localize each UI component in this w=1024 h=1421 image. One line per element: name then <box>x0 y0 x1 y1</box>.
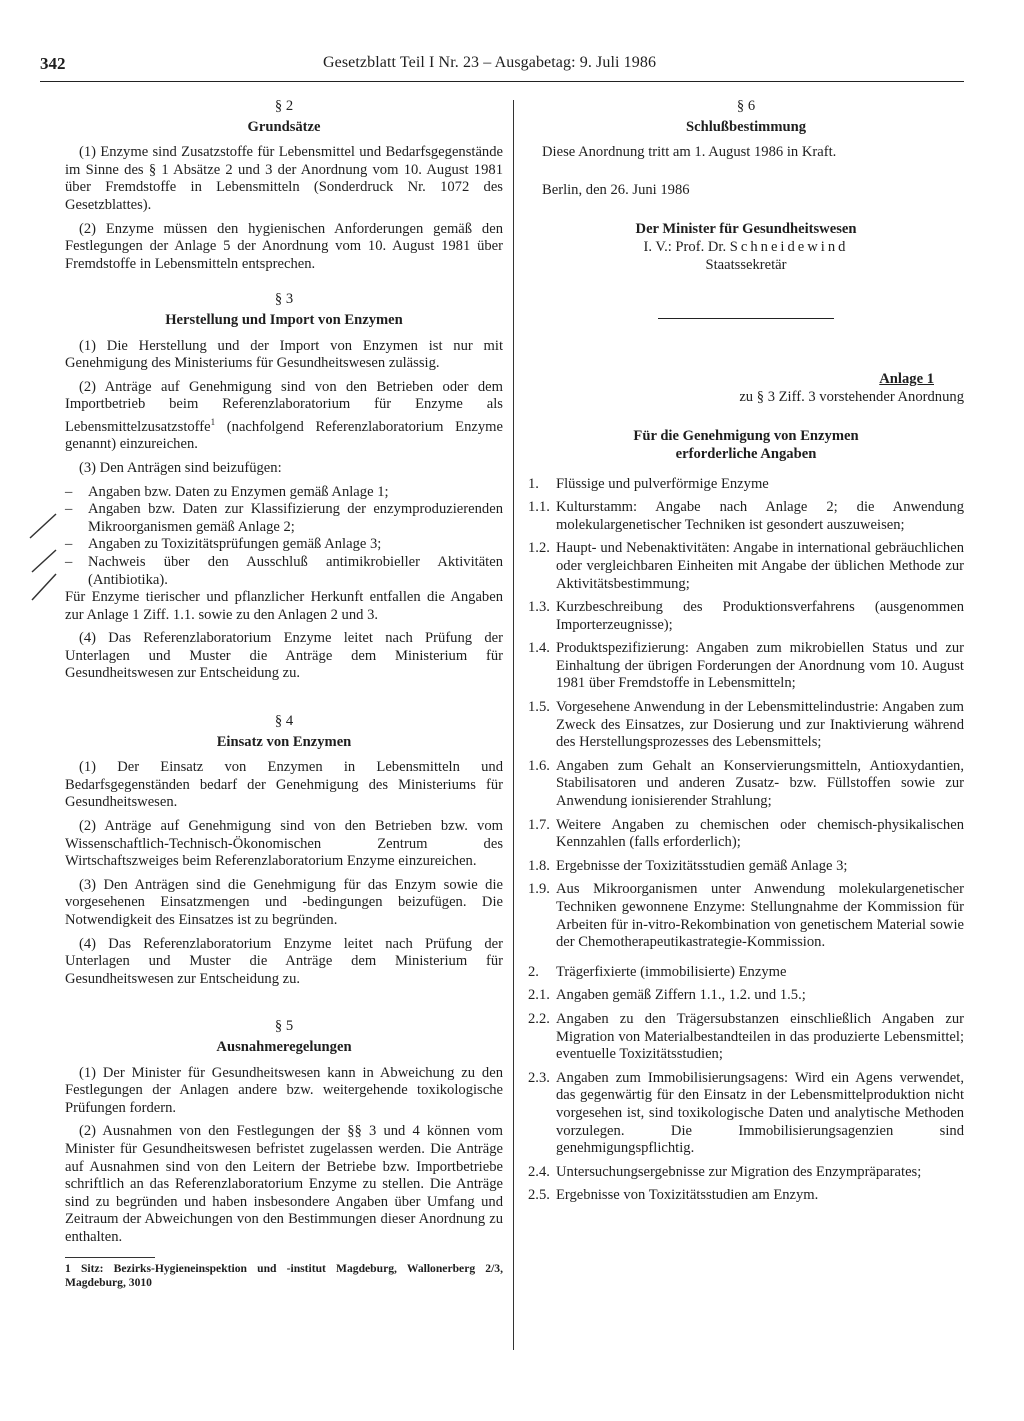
section-number: § 6 <box>736 98 756 114</box>
item-text: Trägerfixierte (immobilisierte) Enzyme <box>556 963 787 980</box>
item-text: Angaben zu den Trägersubstanzen einschließlich Angaben zur Migration von Materialbestandteilen in das produzierte Lebensmittel; eventuelle Toxizitätsstudien; <box>556 1010 964 1063</box>
paragraph <box>65 379 503 454</box>
page-header <box>40 54 964 82</box>
page-number: 342 <box>40 54 66 73</box>
left-column <box>65 98 503 1296</box>
annex-heading: Für die Genehmigung von Enzymen <box>633 428 859 445</box>
list-item <box>528 476 964 494</box>
item-number: 1.2. <box>528 540 550 557</box>
paragraph: (1) Der Einsatz von Enzymen in Lebensmitteln und Bedarfsgegenständen bedarf der Genehmigung des Ministeriums für Gesundheitswesen. <box>65 759 503 811</box>
signature-surname: Schneidewind <box>729 238 849 255</box>
annex-title-line <box>528 371 964 389</box>
item-text: Aus Mikroorganismen unter Anwendung molekulargenetischer Techniken gewonnene Enzyme: Stellungnahme der Kommission für Arbeiten für in-vitro-Rekombination von genetischem Material sowie der Chemotherapeutikastrategie-Kommission. <box>556 881 964 951</box>
annex-heading: erforderliche Angaben <box>675 445 817 462</box>
paragraph: (2) Ausnahmen von den Festlegungen der §§ 3 und 4 können vom Minister für Gesundheitswesen befristet zugelassen werden. Die Anträge auf Ausnahmen sind von den Leitern der Betriebe bzw. Importbetriebe schriftlich an das Referenzlaboratorium Enzyme zu stellen. Die Anträge sind zu begründen und haben insbesondere Angaben über Umfang und Zeitraum der Abweichungen von den Bestimmungen dieser Anordnung zu enthalten. <box>65 1123 503 1245</box>
section-title: Einsatz von Enzymen <box>216 733 352 750</box>
header-rule <box>40 81 964 82</box>
item-text: Ergebnisse von Toxizitätsstudien am Enzym. <box>556 1187 819 1204</box>
list-item <box>528 540 964 593</box>
item-text: Weitere Angaben zu chemischen oder chemisch-physikalischen Kennzahlen (falls erforderlich); <box>556 816 964 851</box>
item-number: 1.3. <box>528 599 550 616</box>
list-item: – Angaben bzw. Daten zu Enzymen gemäß Anlage 1; <box>65 484 503 502</box>
signature-prefix: I. V.: Prof. Dr. <box>643 238 730 255</box>
item-number: 1.8. <box>528 857 550 874</box>
section-4 <box>65 713 503 988</box>
item-number: 2.4. <box>528 1163 550 1180</box>
list-item <box>528 1011 964 1064</box>
paragraph: (3) Den Anträgen sind die Genehmigung für das Enzym sowie die vorgesehenen Einsatzmengen und -bedingungen beizufügen. Die Notwendigkeit des Einsatzes ist zu begründen. <box>65 876 503 929</box>
paragraph: (2) Anträge auf Genehmigung sind von den Betrieben bzw. vom Wissenschaftlich-Technisch-Ökonomischen Zentrum des Wirtschaftszweiges beim Referenzlaboratorium Enzyme einzureichen. <box>65 818 503 870</box>
signature-block <box>528 221 964 274</box>
item-number: 1.7. <box>528 816 550 833</box>
item-text: Angaben zum Immobilisierungsagens: Wird ein Agens verwendet, das gegenwärtig für den Einsatz in der Lebensmittelproduktion nicht vorgesehen ist, sind toxikologische Daten und analytische Methoden vorzulegen. Die Immobilisierungsagenzien sind genehmigungspflichtig. <box>556 1069 964 1157</box>
item-number: 1.9. <box>528 881 550 898</box>
list-item <box>528 964 964 982</box>
margin-pen-marks <box>26 508 60 604</box>
header-title: Gesetzblatt Teil I Nr. 23 – Ausgabetag: 9. Juli 1986 <box>323 54 657 71</box>
section-6 <box>528 98 964 162</box>
section-number: § 3 <box>274 291 294 308</box>
list-item <box>528 699 964 752</box>
section-2 <box>65 98 503 273</box>
paragraph: (2) Enzyme müssen den hygienischen Anforderungen gemäß den Festlegungen der Anlage 5 der Anordnung vom 10. August 1981 über Fremdstoffe in Lebensmitteln entsprechen. <box>65 220 503 272</box>
paragraph: (1) Der Minister für Gesundheitswesen kann in Abweichung zu den Festlegungen der Anlagen andere bzw. weitergehende toxikologische Prüfungen fordern. <box>65 1064 503 1116</box>
list-item <box>528 1164 964 1182</box>
footnote: 1 Sitz: Bezirks-Hygieneinspektion und -institut Magdeburg, Wallonerberg 2/3, Magdeburg, 3010 <box>65 1261 503 1289</box>
paragraph: Diese Anordnung tritt am 1. August 1986 in Kraft. <box>542 144 837 161</box>
list-item <box>528 858 964 876</box>
item-number: 2.1. <box>528 987 550 1004</box>
item-number: 1.5. <box>528 699 550 716</box>
list-item <box>528 1187 964 1205</box>
list-item <box>528 599 964 634</box>
item-text: Ergebnisse der Toxizitätsstudien gemäß Anlage 3; <box>556 857 848 874</box>
item-number: 1.4. <box>528 640 550 657</box>
list-item: – Angaben bzw. Daten zur Klassifizierung der enzymproduzierenden Mikroorganismen gemäß Anlage 2; <box>65 501 503 536</box>
paragraph-text: (nachfolgend Referenzlaboratorium Enzyme genannt) einzureichen. <box>65 418 503 453</box>
item-number: 2.2. <box>528 1010 550 1027</box>
section-number: § 4 <box>274 713 294 730</box>
paragraph-text: (2) Anträge auf Genehmigung sind von den Betrieben oder dem Importbetrieb beim Referenzlaboratorium für Enzyme als Lebensmittelzusatzstoffe <box>65 378 503 435</box>
item-text: Untersuchungsergebnisse zur Migration des Enzympräparates; <box>556 1163 922 1180</box>
list-item <box>528 1070 964 1158</box>
item-text: Kurzbeschreibung des Produktionsverfahrens (ausgenommen Importerzeugnisse); <box>556 599 964 633</box>
attachment-list <box>65 484 503 590</box>
paragraph: (1) Die Herstellung und der Import von Enzymen ist nur mit Genehmigung des Ministeriums für Gesundheitswesen zulässig. <box>65 337 503 372</box>
section-title: Grundsätze <box>247 118 321 135</box>
signature-title: Der Minister für Gesundheitswesen <box>635 221 857 238</box>
section-title: Ausnahmeregelungen <box>216 1038 352 1055</box>
item-text: Angaben gemäß Ziffern 1.1., 1.2. und 1.5.; <box>556 987 806 1004</box>
paragraph: (4) Das Referenzlaboratorium Enzyme leitet nach Prüfung der Unterlagen und Muster die Anträge dem Ministerium für Gesundheitswesen zur Entscheidung zu. <box>65 630 503 682</box>
item-text: Angaben zum Gehalt an Konservierungsmitteln, Antioxydantien, Stabilisatoren und anderen Zusatz- bzw. Füllstoffen sowie zur Anwendung ionisierender Strahlung; <box>556 757 964 810</box>
paragraph: (4) Das Referenzlaboratorium Enzyme leitet nach Prüfung der Unterlagen und Muster die Anträge dem Ministerium für Gesundheitswesen zur Entscheidung zu. <box>65 935 503 987</box>
item-number: 2.3. <box>528 1069 550 1086</box>
item-number: 2. <box>528 963 539 980</box>
item-text: Kulturstamm: Angabe nach Anlage 2; die Anwendung molekulargenetischer Techniken ist gesondert auszuweisen; <box>556 499 964 533</box>
footnote-ref: 1 <box>210 416 216 427</box>
section-3 <box>65 291 503 683</box>
list-item <box>528 987 964 1005</box>
item-number: 1. <box>528 475 539 492</box>
list-item: – Nachweis über den Ausschluß antimikrobieller Aktivitäten (Antibiotika). <box>65 554 503 589</box>
item-text: Vorgesehene Anwendung in der Lebensmittelindustrie: Angaben zum Zweck des Einsatzes, zur Dosierung und zur Inaktivierung während des Herstellungsprozesses des Lebensmittels; <box>556 699 964 751</box>
section-title: Schlußbestimmung <box>685 118 807 135</box>
list-item <box>528 817 964 852</box>
paragraph: (3) Den Anträgen sind beizufügen: <box>79 459 282 476</box>
list-item <box>528 758 964 811</box>
column-divider <box>513 100 514 1350</box>
section-5 <box>65 1018 503 1246</box>
footnote-rule <box>65 1257 155 1258</box>
item-number: 1.1. <box>528 499 550 516</box>
list-item <box>528 640 964 693</box>
list-item <box>528 499 964 534</box>
place-date: Berlin, den 26. Juni 1986 <box>542 181 690 198</box>
section-number: § 5 <box>274 1018 294 1035</box>
item-number: 1.6. <box>528 757 550 774</box>
item-text: Flüssige und pulverförmige Enzyme <box>556 475 769 492</box>
right-column <box>528 98 964 1211</box>
item-text: Produktspezifizierung: Angaben zum mikrobiellen Status und zur Einhaltung der übrigen Forderungen der Anordnung vom 10. August 1981 über Fremdstoffe in Lebensmitteln; <box>556 640 964 692</box>
section-number: § 2 <box>274 98 294 114</box>
signature-role: Staatssekretär <box>705 256 787 273</box>
paragraph: (1) Enzyme sind Zusatzstoffe für Lebensmittel und Bedarfsgegenstände im Sinne des § 1 Absätze 2 und 3 der Anordnung vom 10. August 1981 über Fremdstoffe in Lebensmitteln (Sonderdruck Nr. 1072 des Gesetzblattes). <box>65 144 503 213</box>
signature-name <box>528 239 964 257</box>
paragraph: Für Enzyme tierischer und pflanzlicher Herkunft entfallen die Angaben zur Anlage 1 Ziff. 1.1. sowie zu den Anlagen 2 und 3. <box>65 589 503 623</box>
annex-title: Anlage 1 <box>879 371 934 388</box>
section-title: Herstellung und Import von Enzymen <box>165 311 403 328</box>
item-text: Haupt- und Nebenaktivitäten: Angabe in international gebräuchlichen oder vergleichbaren Einheiten mit Angabe der üblichen Methode zur Aktivitätsbestimmung; <box>556 540 964 592</box>
item-number: 2.5. <box>528 1187 550 1204</box>
list-item: – Angaben zu Toxizitätsprüfungen gemäß Anlage 3; <box>65 536 503 554</box>
requirements-list <box>528 476 964 1205</box>
list-item <box>528 881 964 951</box>
annex-reference: zu § 3 Ziff. 3 vorstehender Anordnung <box>739 388 964 405</box>
